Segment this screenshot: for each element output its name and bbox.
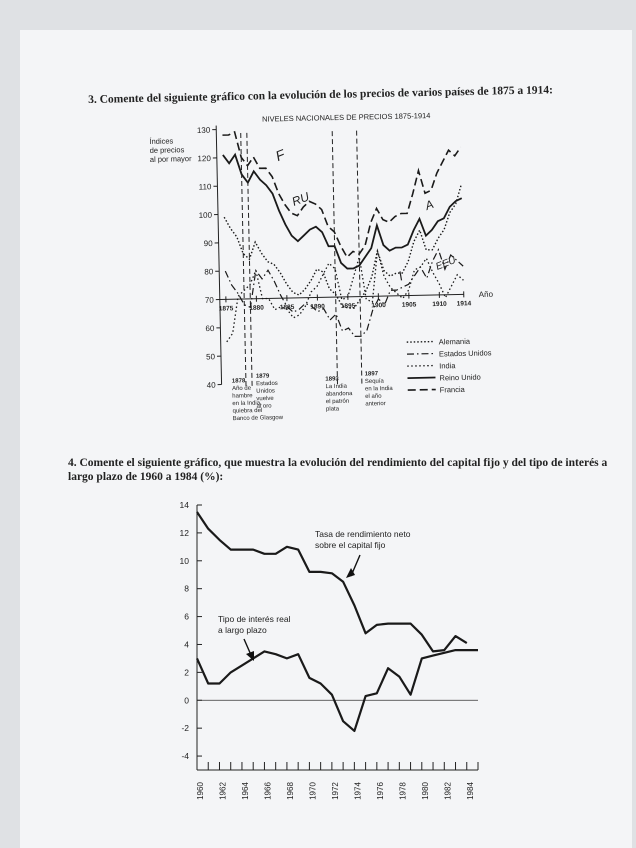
price-y-axis-label: Índices [149,136,174,146]
price-event-annotation: Año de [232,385,252,393]
price-event-annotation: 1893 [325,376,339,383]
handwritten-note: A [422,197,436,213]
price-y-tick-label: 120 [197,154,211,164]
price-event-annotation: anterior [365,401,386,408]
return-x-tick-label: 1980 [420,782,430,800]
return-series-label: Tasa de rendimiento neto [315,529,411,539]
price-legend-label: Estados Unidos [438,348,492,359]
price-y-tick-label: 130 [196,125,211,135]
price-x-tick-label: 1880 [249,304,264,312]
price-x-tick-label: 1905 [401,301,417,309]
return-series-line [197,650,478,731]
price-y-axis-label: de precios [149,145,185,155]
price-y-axis-label: al por mayor [149,154,192,164]
return-series-label: a largo plazo [218,625,267,635]
return-y-tick-label: -4 [181,751,189,762]
price-y-tick-label: 80 [204,267,214,277]
price-event-annotation: 1897 [364,371,379,378]
handwritten-note: RU [289,189,312,209]
return-x-tick-label: 1972 [330,782,340,800]
return-x-tick-label: 1978 [398,782,408,800]
return-x-tick-label: 1970 [308,782,318,800]
price-event-annotation: quiebra del [232,407,263,415]
return-x-tick-label: 1962 [218,782,228,800]
price-event-annotation: Banco de Glasgow [232,415,284,423]
price-y-tick-label: 60 [205,323,215,334]
price-y-tick-label: 40 [206,380,216,390]
return-y-tick-label: 2 [184,667,189,678]
handwritten-note: EEU [434,255,458,273]
price-x-tick-label: 1890 [310,303,325,311]
price-x-tick-label: 1910 [432,300,447,309]
price-event-annotation: abandona [325,391,353,398]
return-y-tick-label: 0 [184,695,189,706]
price-chart-title: NIVELES NACIONALES DE PRECIOS 1875-1914 [261,111,431,124]
price-y-tick-label: 100 [198,210,213,220]
price-legend-label: Reino Unido [439,372,481,383]
handwritten-note: F [273,146,287,165]
price-event-annotation: al oro [256,403,272,410]
price-x-tick-label: 1900 [371,302,386,310]
question-4-title: 4. Comente el siguiente gráfico, que muestra la evolución del rendimiento del capital fijo y del tipo de interés a largo plazo de 1960 a 1984 (%): [68,457,608,483]
price-x-tick-label: 1914 [456,300,472,308]
price-legend-label: Alemania [438,336,471,347]
price-event-annotation: Estados [256,380,278,388]
price-x-tick-label: 1895 [340,302,356,310]
price-y-tick-label: 90 [203,238,213,249]
price-x-tick-label: 1875 [218,305,234,313]
price-event-annotation: 1879 [255,373,270,380]
price-event-annotation: el patrón [325,398,350,406]
return-y-tick-label: 12 [179,527,189,538]
question-3-title: 3. Comente del siguiente gráfico con la evolución de los precios de varios países de 1875 a 1914: [88,84,554,106]
price-x-tick-label: 1885 [279,303,295,312]
return-y-tick-label: 10 [179,555,189,566]
return-series-label: Tipo de interés real [218,614,291,624]
return-y-tick-label: 8 [184,583,189,594]
price-event-annotation: 1878 [231,378,246,385]
return-x-tick-label: 1966 [263,782,273,800]
return-x-tick-label: 1960 [196,782,205,800]
return-x-tick-label: 1968 [285,782,295,800]
price-x-axis-label: Año [478,289,494,300]
handwritten-note: I [396,268,405,284]
price-event-annotation: en la India [364,385,393,393]
return-x-tick-label: 1976 [375,782,385,800]
price-y-tick-label: 70 [204,295,214,305]
return-x-tick-label: 1982 [443,782,453,800]
price-event-annotation: plata [325,406,340,413]
price-legend-label: Francia [439,384,465,395]
price-y-tick-label: 110 [198,182,212,192]
price-legend-label: India [439,361,456,371]
return-y-tick-label: 14 [179,500,189,510]
price-event-annotation: Unidos [256,388,275,395]
return-y-tick-label: 6 [184,611,189,622]
return-y-tick-label: -2 [181,723,189,734]
price-event-annotation: La India [325,383,347,391]
return-series-label: sobre el capital fijo [315,540,386,550]
return-x-tick-label: 1974 [353,782,363,800]
price-event-annotation: hambre [232,393,253,400]
price-event-annotation: el año [365,393,382,401]
return-x-tick-label: 1984 [465,782,475,800]
price-y-tick-label: 50 [206,352,216,362]
price-event-annotation: vuelve [256,395,274,403]
price-event-annotation: en la India, [232,400,262,408]
price-event-annotation: Sequía [364,378,384,386]
return-x-tick-label: 1964 [240,782,250,800]
return-y-tick-label: 4 [184,639,189,650]
